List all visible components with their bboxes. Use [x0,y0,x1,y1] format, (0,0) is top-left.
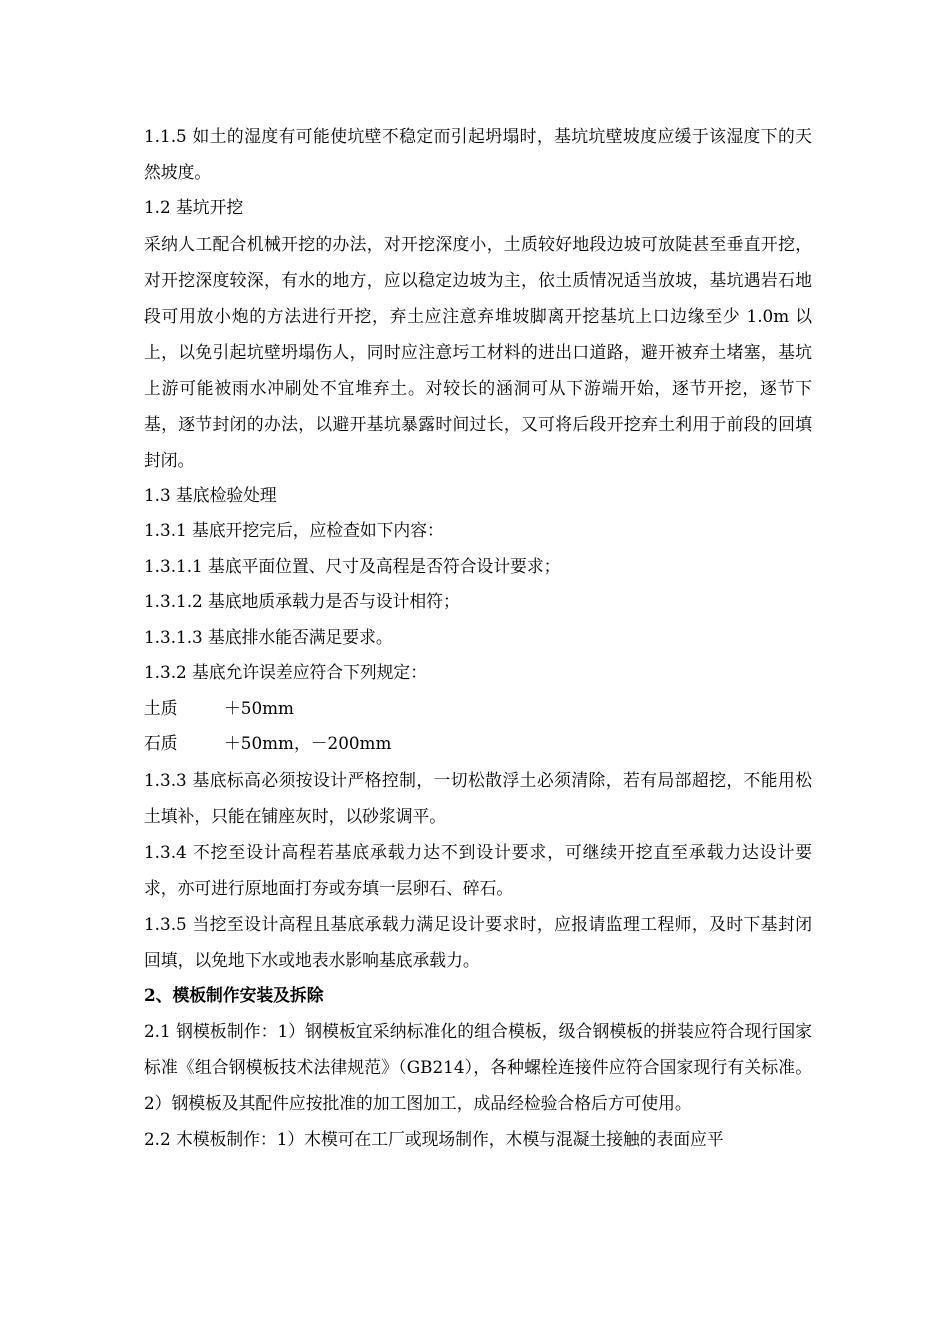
tolerance-label: 石质 [144,733,178,753]
heading-1-2: 1.2 基坑开挖 [144,197,244,217]
paragraph-1-3-1: 1.3.1 基底开挖完后，应检查如下内容： [144,520,444,540]
tolerance-row-rock [144,726,812,762]
paragraph-1-3-1-3: 1.3.1.3 基底排水能否满足要求。 [144,626,393,647]
tolerance-value: ＋50mm [224,697,294,718]
paragraph-2-2: 2.2 木模板制作：1）木模可在工厂或现场制作，木模与混凝土接触的表面应平 [144,1129,724,1149]
paragraph-excavation: 采纳人工配合机械开挖的办法，对开挖深度小，土质较好地段边坡可放陡甚至垂直开挖，对开挖深度较深，有水的地方，应以稳定边坡为主，依土质情况适当放坡，基坑遇岩石地段可用放小炮的方法进行开挖，弃土应注意弃堆坡脚离开挖基坑上口边缘至少 1.0m 以上，以免引起坑壁坍塌伤人，同时应注意圬工材料的进出口道路，避开被弃土堵塞，基坑上游可能被雨水冲刷处不宜堆弃土。对较长的涵洞可从下游端开始，逐节开挖，逐节下基，逐节封闭的办法，以避开基坑暴露时间过长，又可将后段开挖弃土利用于前段的回填封闭。 [144,233,812,470]
tolerance-row-soil [144,691,812,727]
heading-1-3: 1.3 基底检验处理 [144,484,277,505]
paragraph-1-3-5: 1.3.5 当挖至设计高程且基底承载力满足设计要求时，应报请监理工程师，及时下基封闭回填，以免地下水或地表水影响基底承载力。 [144,913,812,970]
paragraph-2-1: 2.1 钢模板制作：1）钢模板宜采纳标准化的组合模板，级合钢模板的拼装应符合现行国家标准《组合钢模板技术法律规范》（GB214），各种螺栓连接件应符合国家现行有关标准。2）钢模板及其配件应按批准的加工图加工，成品经检验合格后方可使用。 [144,1021,812,1113]
paragraph-1-1-5: 1.1.5 如土的湿度有可能使坑壁不稳定而引起坍塌时，基坑坑壁坡度应缓于该湿度下的天然坡度。 [144,126,812,182]
paragraph-1-3-2: 1.3.2 基底允许误差应符合下列规定： [144,662,427,682]
paragraph-1-3-4: 1.3.4 不挖至设计高程若基底承载力达不到设计要求，可继续开挖直至承载力达设计要求，亦可进行原地面打夯或夯填一层卵石、碎石。 [144,841,812,898]
paragraph-1-3-1-2: 1.3.1.2 基底地质承载力是否与设计相符； [144,591,460,611]
tolerance-label: 土质 [144,697,178,718]
paragraph-1-3-1-1: 1.3.1.1 基底平面位置、尺寸及高程是否符合设计要求； [144,555,561,576]
tolerance-value: ＋50mm，－200mm [224,733,392,753]
document-page [144,118,812,1157]
paragraph-1-3-3: 1.3.3 基底标高必须按设计严格控制，一切松散浮土必须清除，若有局部超挖，不能用松土填补，只能在铺座灰时，以砂浆调平。 [144,769,812,826]
heading-2: 2、模板制作安装及拆除 [144,984,324,1005]
